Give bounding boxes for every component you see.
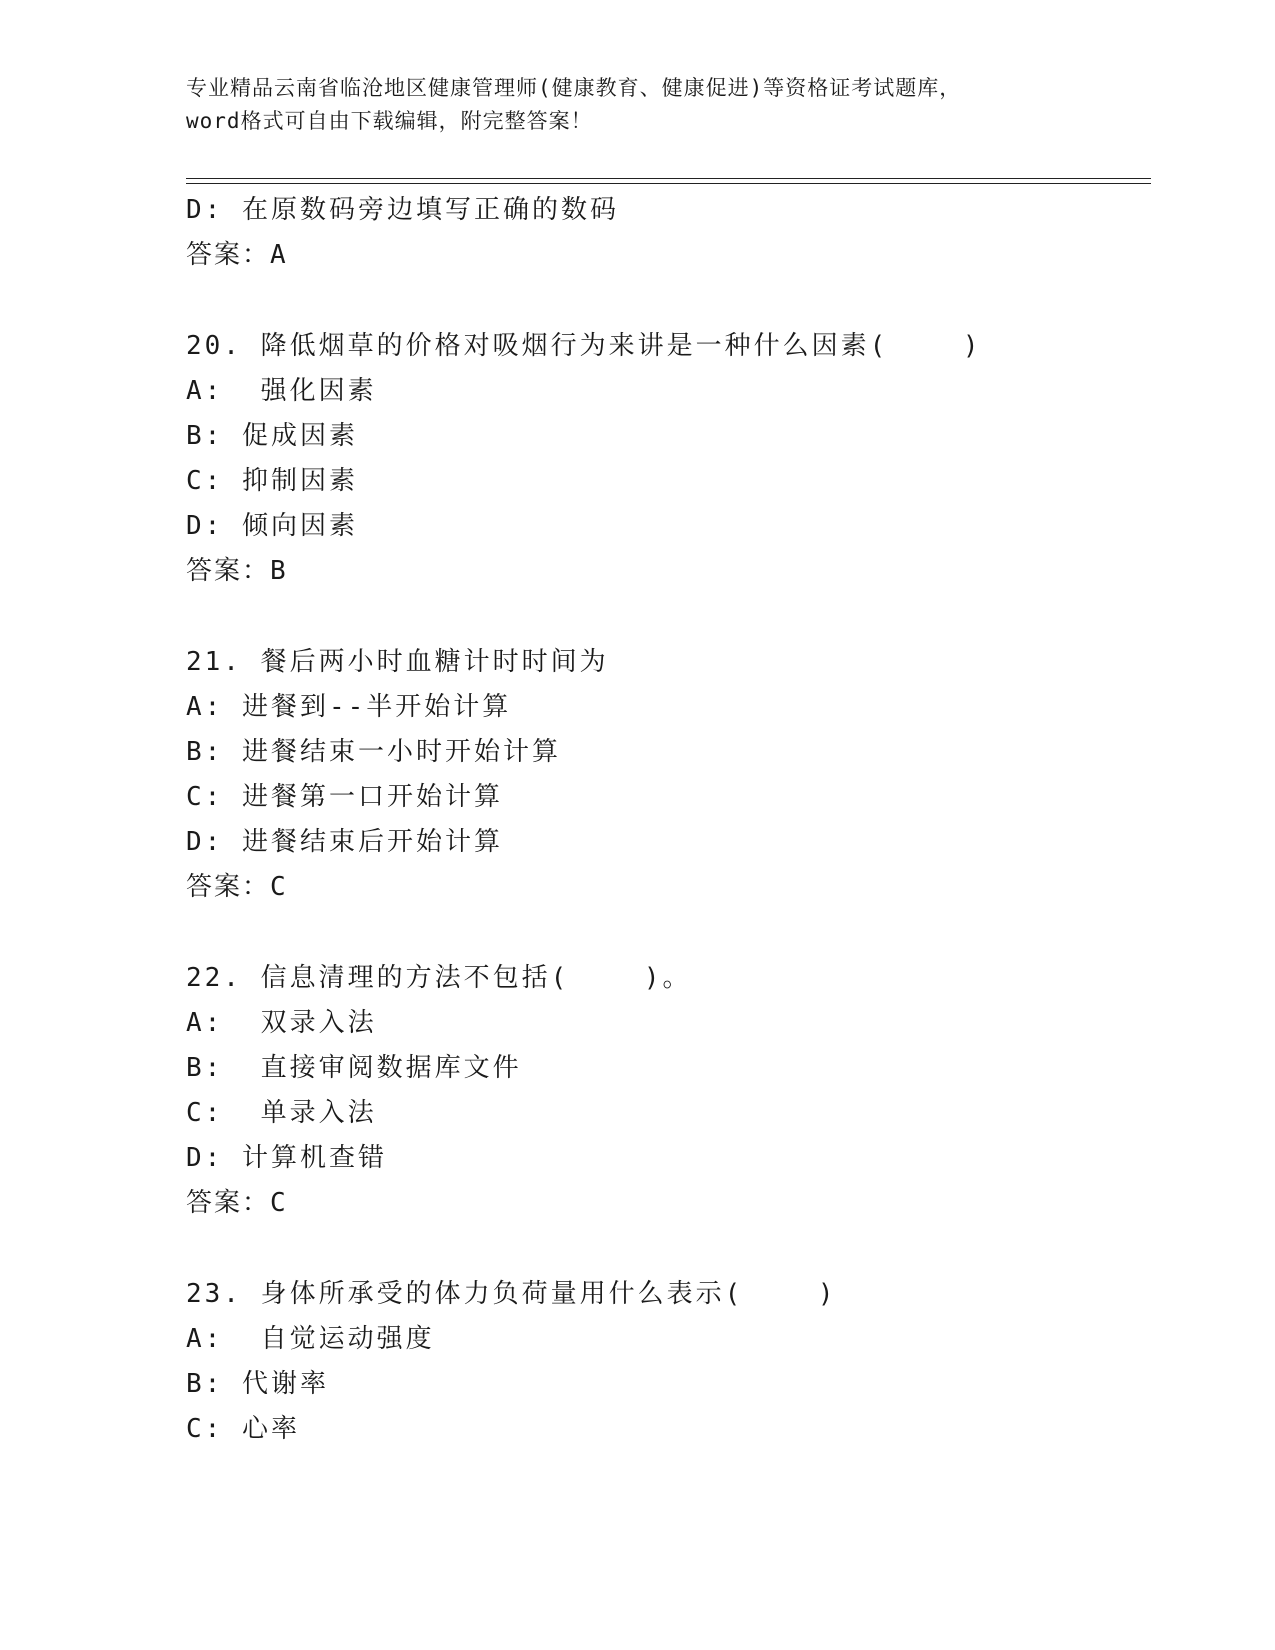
question-21-option-a: A: 进餐到--半开始计算 bbox=[186, 692, 512, 722]
question-20-option-c: C: 抑制因素 bbox=[186, 466, 358, 496]
question-22-option-b: B: 直接审阅数据库文件 bbox=[186, 1053, 522, 1083]
answer-value: C bbox=[270, 1188, 288, 1218]
document-header bbox=[186, 72, 1086, 138]
question-20-stem: 20. 降低烟草的价格对吸烟行为来讲是一种什么因素( ) bbox=[186, 331, 982, 361]
question-22-answer bbox=[186, 1181, 1146, 1226]
question-22-option-c: C: 单录入法 bbox=[186, 1098, 377, 1128]
question-22-stem: 22. 信息清理的方法不包括( )。 bbox=[186, 963, 692, 993]
answer-label: 答案： bbox=[186, 556, 271, 586]
header-divider-bottom bbox=[186, 183, 1151, 184]
spacer bbox=[186, 278, 1146, 324]
header-title-line-2: word格式可自由下载编辑，附完整答案！ bbox=[186, 109, 593, 133]
answer-label: 答案： bbox=[186, 240, 271, 270]
question-20-option-a: A: 强化因素 bbox=[186, 376, 377, 406]
question-22-option-d: D: 计算机查错 bbox=[186, 1143, 387, 1173]
spacer bbox=[186, 594, 1146, 640]
question-23-option-c: C: 心率 bbox=[186, 1414, 300, 1444]
answer-label: 答案： bbox=[186, 1188, 271, 1218]
question-23-option-a: A: 自觉运动强度 bbox=[186, 1324, 435, 1354]
question-20-answer bbox=[186, 549, 1146, 594]
question-23-stem: 23. 身体所承受的体力负荷量用什么表示( ) bbox=[186, 1279, 837, 1309]
question-20-option-b: B: 促成因素 bbox=[186, 421, 358, 451]
question-21-answer bbox=[186, 865, 1146, 910]
question-21-option-d: D: 进餐结束后开始计算 bbox=[186, 827, 503, 857]
answer-label: 答案： bbox=[186, 872, 271, 902]
question-21-option-c: C: 进餐第一口开始计算 bbox=[186, 782, 503, 812]
question-22-option-a: A: 双录入法 bbox=[186, 1008, 377, 1038]
question-21-stem: 21. 餐后两小时血糖计时时间为 bbox=[186, 647, 609, 677]
answer-value: A bbox=[270, 240, 288, 270]
question-21-option-b: B: 进餐结束一小时开始计算 bbox=[186, 737, 561, 767]
header-divider-top bbox=[186, 178, 1151, 179]
question-list bbox=[186, 188, 1146, 1452]
spacer bbox=[186, 1226, 1146, 1272]
spacer bbox=[186, 910, 1146, 956]
answer-value: C bbox=[270, 872, 288, 902]
header-title-line-1: 专业精品云南省临沧地区健康管理师(健康教育、健康促进)等资格证考试题库， bbox=[186, 76, 962, 100]
question-23-option-b: B: 代谢率 bbox=[186, 1369, 329, 1399]
question-19-option-d: D: 在原数码旁边填写正确的数码 bbox=[186, 195, 619, 225]
question-20-option-d: D: 倾向因素 bbox=[186, 511, 358, 541]
answer-value: B bbox=[270, 556, 288, 586]
question-19-answer bbox=[186, 233, 1146, 278]
